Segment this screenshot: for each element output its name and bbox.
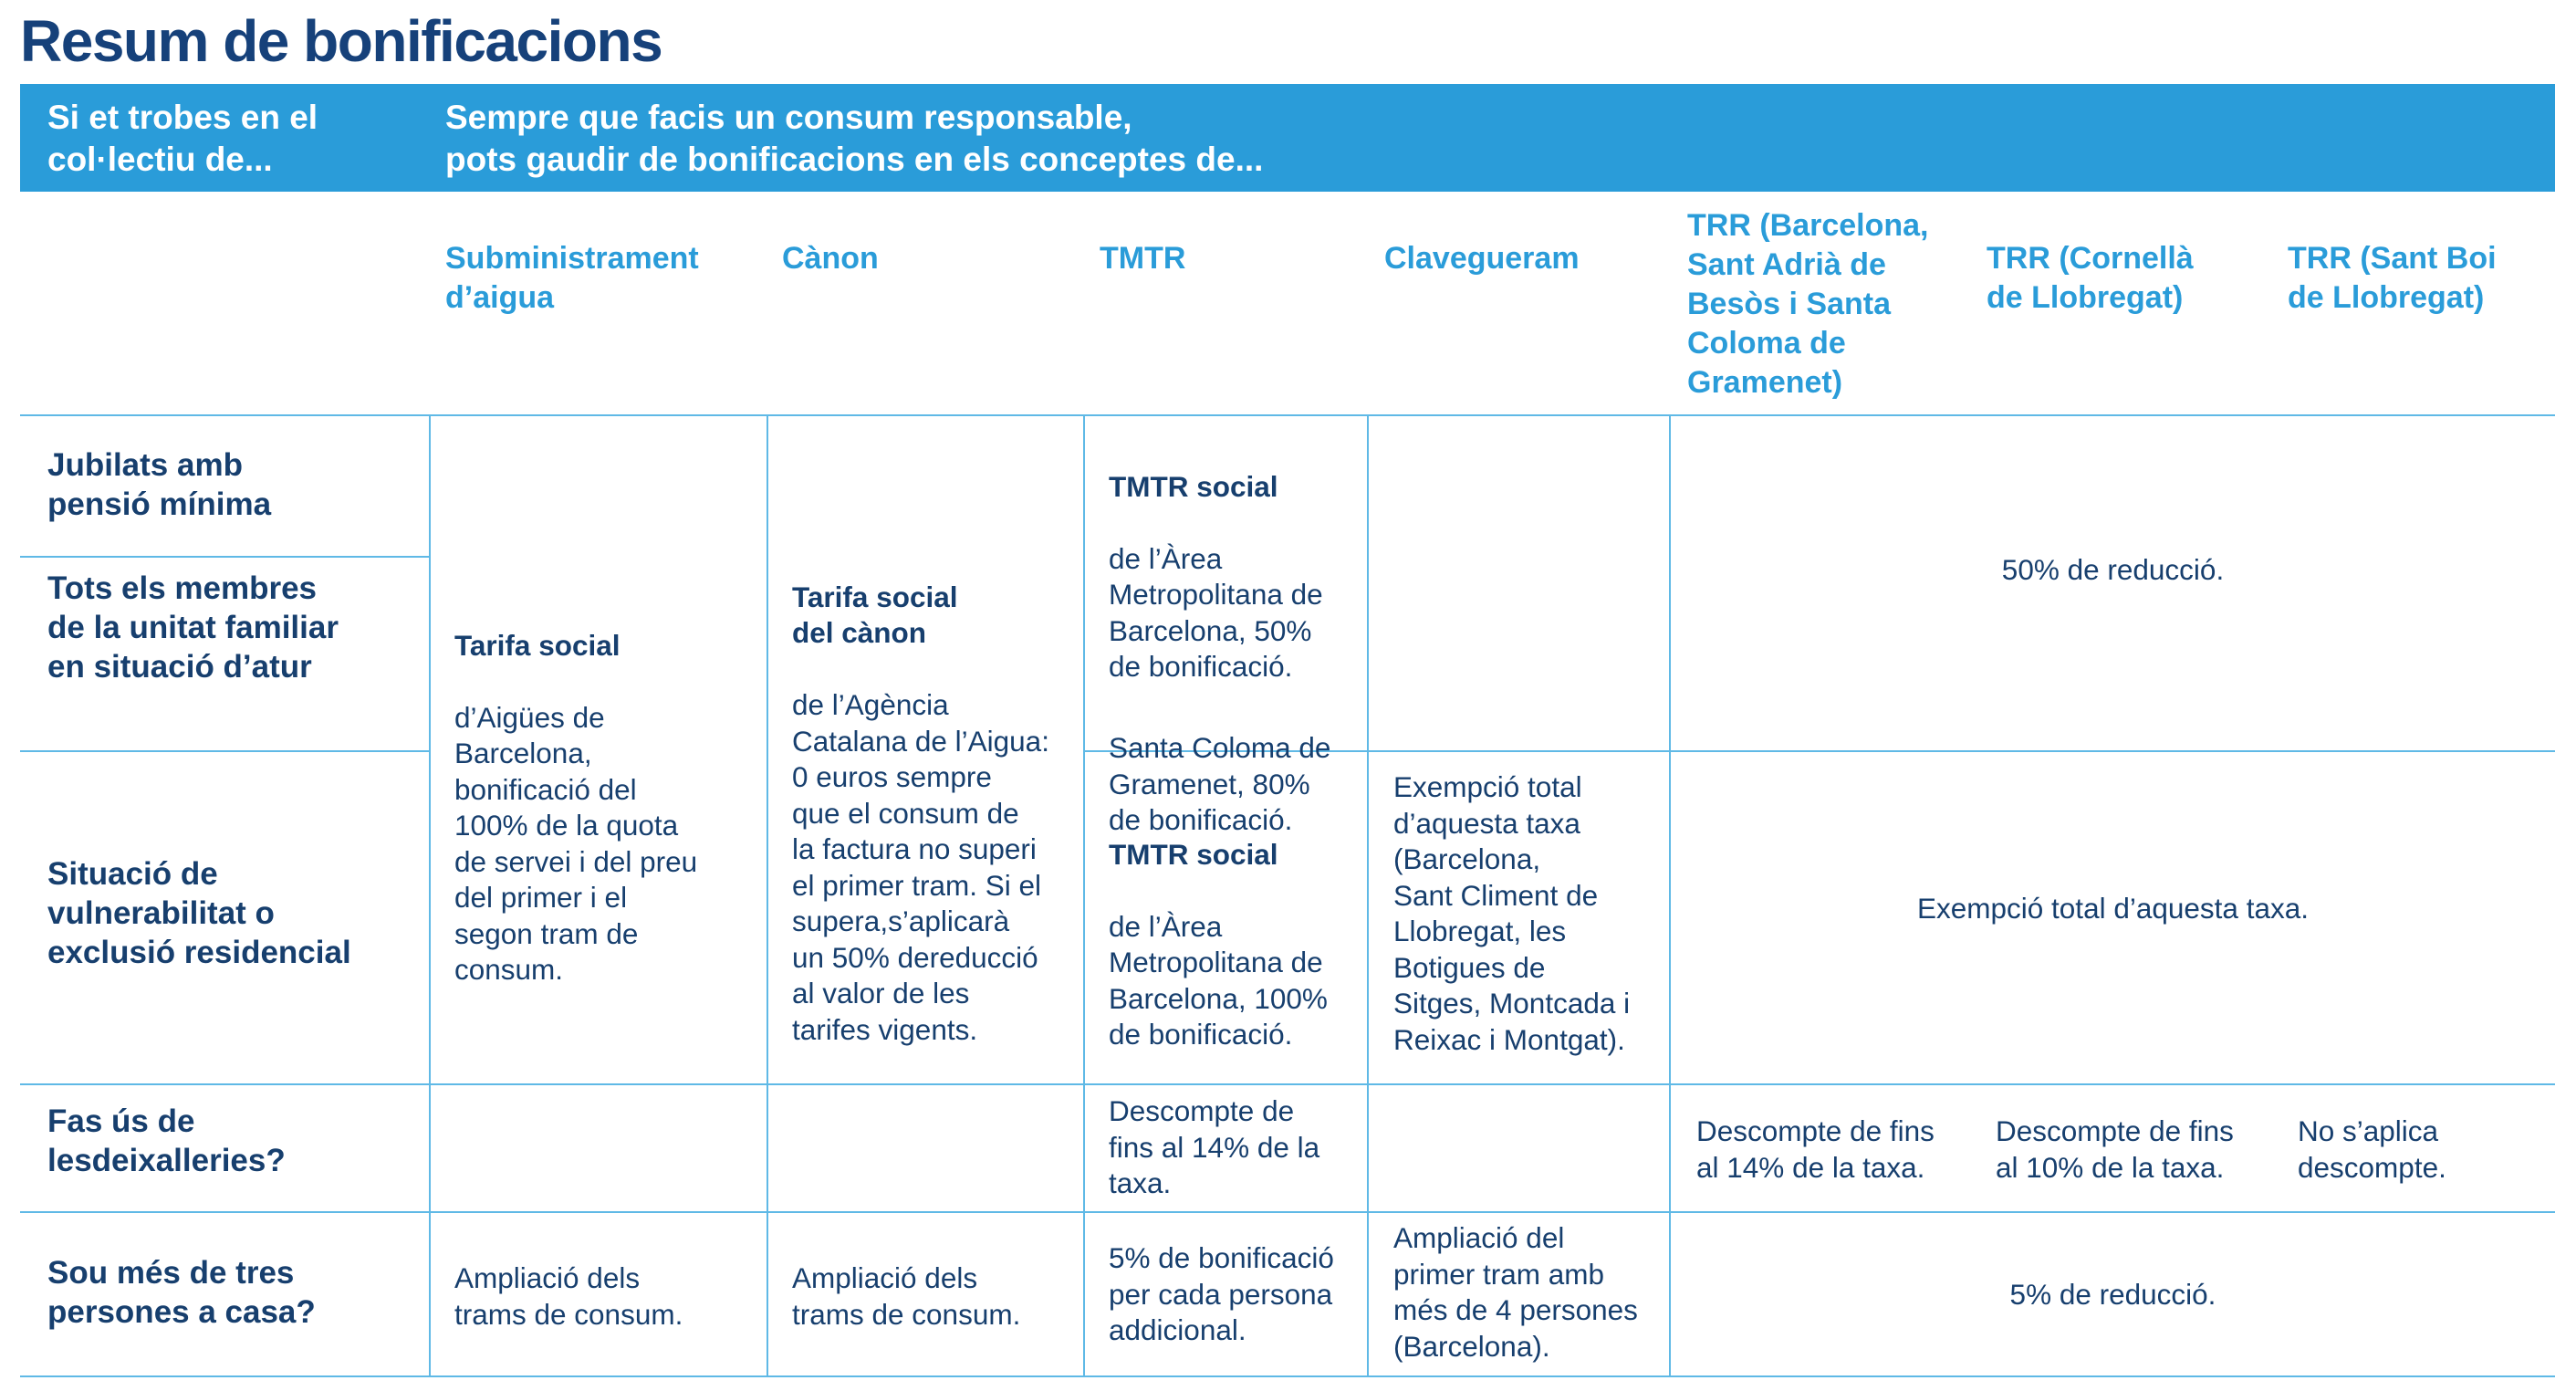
cell-trr-barcelona-recycling-discount: Descompte de fins al 14% de la taxa. (1696, 1114, 1935, 1184)
row-divider (20, 414, 2555, 416)
cell-tmtr-social-b-title: TMTR social (1109, 837, 1278, 871)
cell-tmtr-social-a-title: TMTR social (1109, 469, 1278, 503)
cell-trr-reduction-50: 50% de reducció. (2001, 553, 2225, 586)
column-header-sewerage: Clavegueram (1384, 241, 1580, 276)
cell-water-social-tariff (454, 591, 697, 1024)
cell-trr-cornella-recycling-discount: Descompte de fins al 10% de la taxa. (1996, 1114, 2234, 1184)
cell-canon-social-tariff-title: Tarifa social del cànon (792, 580, 958, 649)
column-header-canon: Cànon (782, 241, 879, 276)
row-divider (20, 1375, 2555, 1377)
cell-tmtr-social-b-text: de l’Àrea Metropolitana de Barcelona, 100% de bonificació. (1109, 909, 1328, 1051)
row-label-more-than-three-persons: Sou més de tres persones a casa? (47, 1255, 316, 1330)
column-header-trr-barcelona: TRR (Barcelona, Sant Adrià de Besòs i Santa Coloma de Gramenet) (1687, 208, 1929, 400)
cell-tmtr-recycling-discount: Descompte de fins al 14% de la taxa. (1109, 1094, 1320, 1199)
header-collective-label: Si et trobes en el col·lectiu de... (47, 99, 318, 178)
cell-canon-extended-tiers: Ampliació dels trams de consum. (792, 1261, 1021, 1331)
column-divider (429, 414, 431, 1377)
column-header-tmtr: TMTR (1100, 241, 1186, 276)
column-header-trr-cornella: TRR (Cornellà de Llobregat) (1987, 241, 2194, 315)
cell-water-extended-tiers: Ampliació dels trams de consum. (454, 1261, 683, 1331)
page-title: Resum de bonificacions (20, 8, 662, 74)
cell-sewerage-exemption: Exempció total d’aquesta taxa (Barcelona, Sant Climent de Llobregat, les Botigues de Sitges, Montcada i Reixac i Montgat). (1393, 770, 1631, 1056)
row-divider (20, 750, 429, 752)
column-header-trr-sant-boi: TRR (Sant Boi de Llobregat) (2288, 241, 2497, 315)
row-label-residential-vulnerability: Situació de vulnerabilitat o exclusió residencial (47, 856, 351, 970)
column-divider (767, 414, 768, 1377)
header-bar (20, 84, 2555, 192)
cell-tmtr-social-a-santa-coloma: Santa Coloma de Gramenet, 80% de bonificació. (1109, 731, 1331, 836)
cell-tmtr-social-a-text: de l’Àrea Metropolitana de Barcelona, 50% de bonificació. (1109, 541, 1323, 683)
column-divider (1083, 414, 1085, 1377)
cell-water-social-tariff-title: Tarifa social (454, 628, 621, 662)
cell-sewerage-first-tier-extension: Ampliació del primer tram amb més de 4 persones (Barcelona). (1393, 1221, 1638, 1363)
column-header-water-supply: Subministrament d’aigua (445, 241, 699, 315)
row-divider (20, 1211, 2555, 1213)
header-concepts-label: Sempre que facis un consum responsable, pots gaudir de bonificacions en els conceptes de... (445, 99, 1264, 178)
cell-canon-social-tariff (792, 543, 1049, 1084)
row-label-unemployed-household: Tots els membres de la unitat familiar en situació d’atur (47, 570, 339, 685)
row-divider (20, 556, 429, 558)
column-divider (1367, 414, 1369, 1377)
row-label-retired-minimum-pension: Jubilats amb pensió mínima (47, 447, 272, 522)
cell-trr-sant-boi-recycling-discount: No s’aplica descompte. (2298, 1114, 2446, 1184)
cell-canon-social-tariff-text: de l’Agència Catalana de l’Aigua: 0 euros sempre que el consum de la factura no superi el primer tram. Si el supera,s’aplicarà un 50% dereducció al valor de les tarifes vigents. (792, 688, 1049, 1046)
cell-tmtr-social-b (1109, 800, 1328, 1089)
row-label-recycling-centres: Fas ús de lesdeixalleries? (47, 1103, 286, 1178)
cell-water-social-tariff-text: d’Aigües de Barcelona, bonificació del 100% de la quota de servei i del preu del primer i el segon tram de consum. (454, 700, 698, 986)
cell-tmtr-per-person-bonus: 5% de bonificació per cada persona addicional. (1109, 1241, 1334, 1346)
cell-trr-total-exemption: Exempció total d’aquesta taxa. (1916, 892, 2309, 925)
cell-trr-reduction-5: 5% de reducció. (2009, 1278, 2216, 1311)
